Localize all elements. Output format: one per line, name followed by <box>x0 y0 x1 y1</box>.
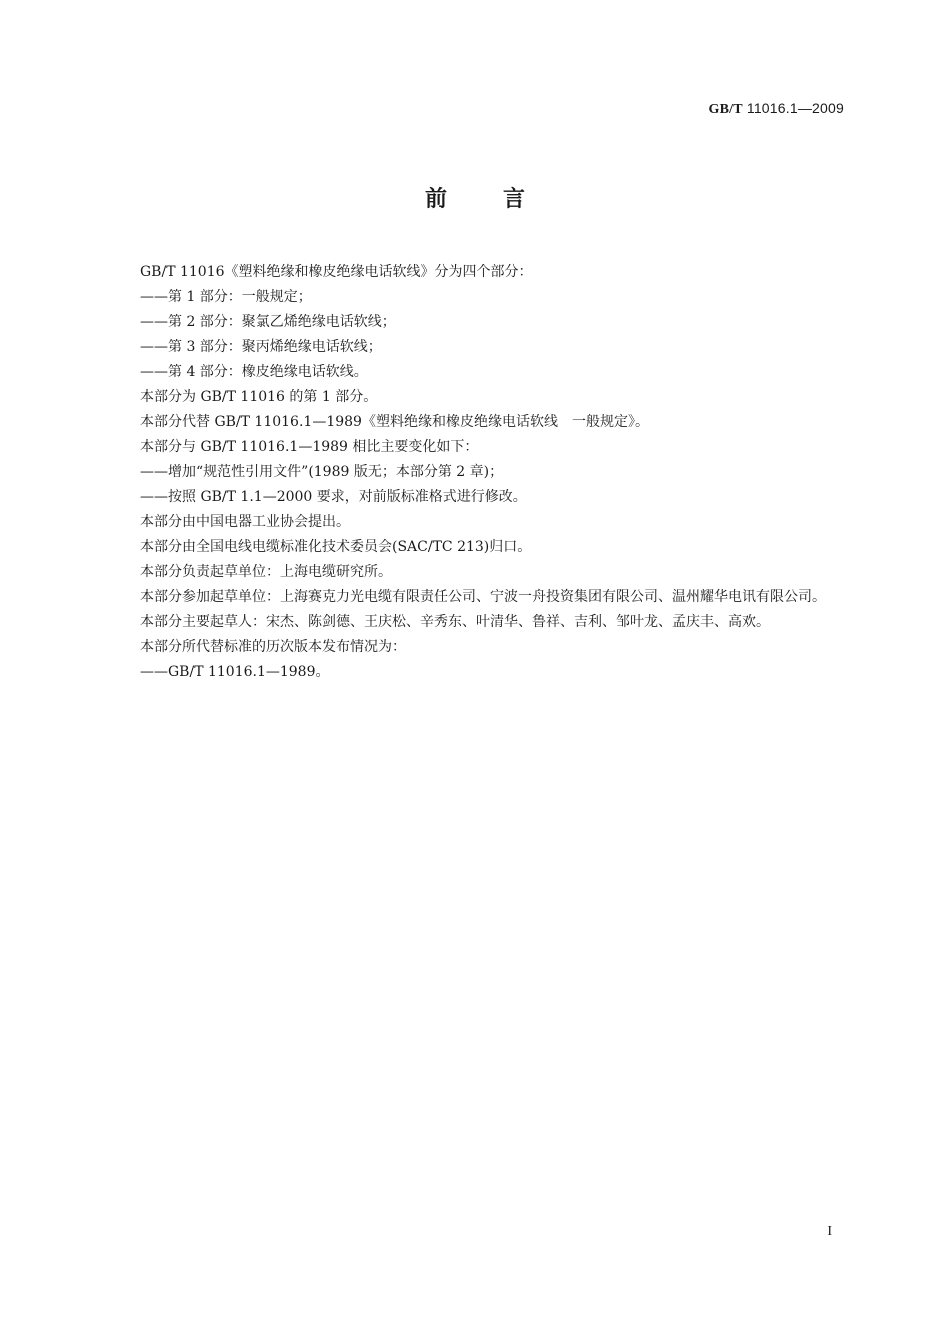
foreword-body <box>108 260 844 685</box>
standard-prefix: GB/T <box>708 102 743 117</box>
paragraph: 本部分主要起草人：宋杰、陈剑德、王庆松、辛秀东、叶清华、鲁祥、吉利、邹叶龙、孟庆丰、高欢。 <box>140 614 770 630</box>
list-item: ——增加“规范性引用文件”(1989 版无；本部分第 2 章)； <box>140 464 504 480</box>
page-number: I <box>827 1224 832 1239</box>
standard-code <box>709 100 844 118</box>
list-item: ——第 1 部分：一般规定； <box>140 289 312 305</box>
paragraph: 本部分参加起草单位：上海赛克力光电缆有限责任公司、宁波一舟投资集团有限公司、温州耀华电讯有限公司。 <box>140 589 826 605</box>
list-item: ——第 2 部分：聚氯乙烯绝缘电话软线； <box>140 314 396 330</box>
list-item: ——第 3 部分：聚丙烯绝缘电话软线； <box>140 339 382 355</box>
paragraph: 本部分由全国电线电缆标准化技术委员会(SAC/TC 213)归口。 <box>140 539 532 555</box>
paragraph: 本部分由中国电器工业协会提出。 <box>140 514 350 530</box>
paragraph: 本部分所代替标准的历次版本发布情况为： <box>140 639 406 655</box>
standard-number: 11016.1—2009 <box>746 100 844 116</box>
list-item: ——第 4 部分：橡皮绝缘电话软线。 <box>140 364 368 380</box>
paragraph: 本部分代替 GB/T 11016.1—1989《塑料绝缘和橡皮绝缘电话软线 一般规定》。 <box>140 414 649 430</box>
paragraph: 本部分与 GB/T 11016.1—1989 相比主要变化如下： <box>140 439 479 455</box>
paragraph: GB/T 11016《塑料绝缘和橡皮绝缘电话软线》分为四个部分： <box>140 264 533 280</box>
page-title: 前言 <box>424 187 581 212</box>
paragraph: 本部分为 GB/T 11016 的第 1 部分。 <box>140 389 378 405</box>
list-item: ——GB/T 11016.1—1989。 <box>140 664 330 680</box>
paragraph: 本部分负责起草单位：上海电缆研究所。 <box>140 564 392 580</box>
list-item: ——按照 GB/T 1.1—2000 要求，对前版标准格式进行修改。 <box>140 489 527 505</box>
